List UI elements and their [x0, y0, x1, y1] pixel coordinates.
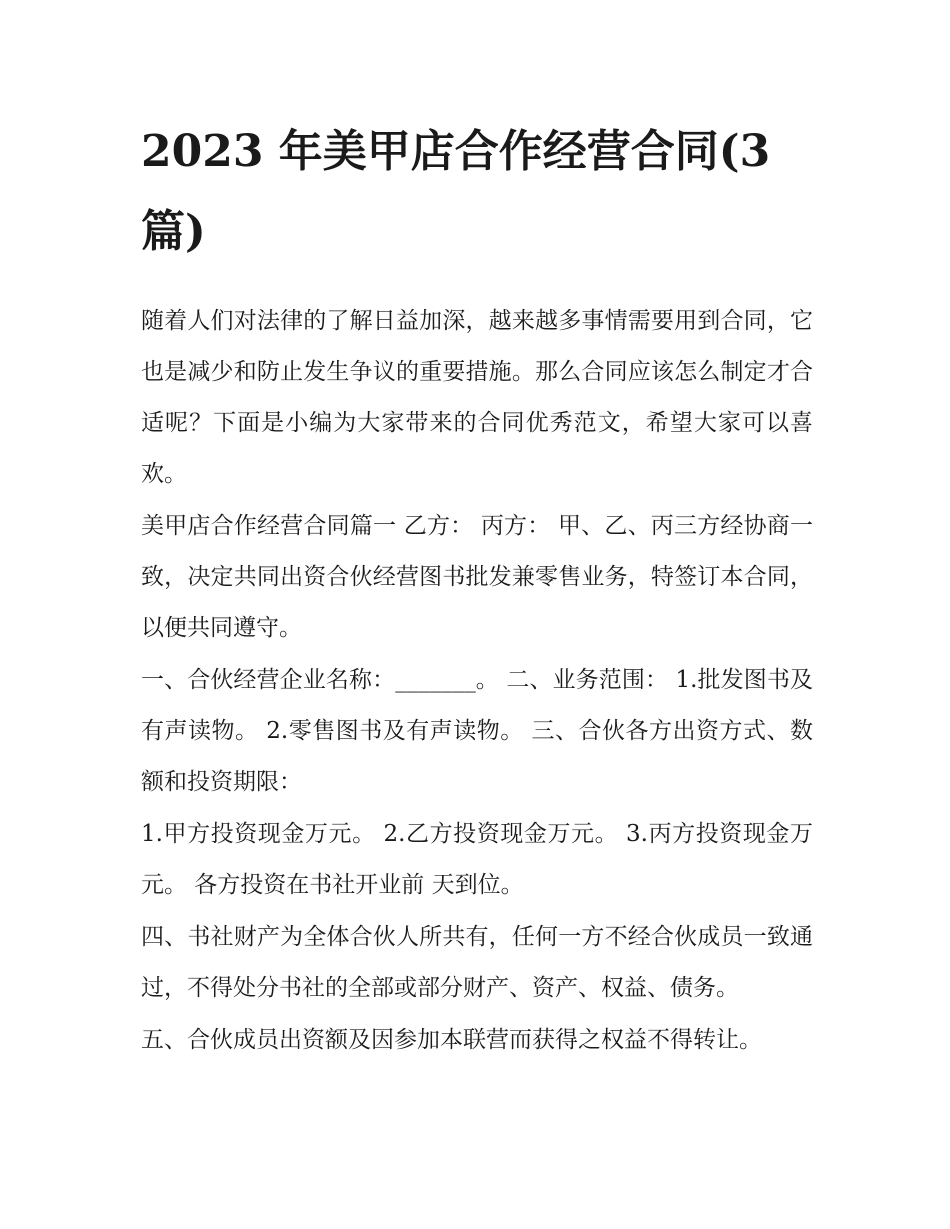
paragraph-investments: 1.甲方投资现金万元。 2.乙方投资现金万元。 3.丙方投资现金万元。 各方投资在书社开业前 天到位。 [141, 821, 813, 898]
paragraph-articles-1-3: 一、合伙经营企业名称：_______。 二、业务范围： 1.批发图书及有声读物。 2.零售图书及有声读物。 三、合伙各方出资方式、数额和投资期限： [141, 667, 813, 795]
paragraph-article-4: 四、书社财产为全体合伙人所共有，任何一方不经合伙成员一致通过，不得处分书社的全部或部分财产、资产、权益、债务。 [141, 924, 813, 1001]
paragraph-intro: 随着人们对法律的了解日益加深，越来越多事情需要用到合同，它也是减少和防止发生争议的重要措施。那么合同应该怎么制定才合适呢？下面是小编为大家带来的合同优秀范文，希望大家可以喜欢。 [141, 308, 813, 487]
paragraph-contract-parties: 美甲店合作经营合同篇一 乙方： 丙方： 甲、乙、丙三方经协商一致，决定共同出资合伙经营图书批发兼零售业务，特签订本合同，以便共同遵守。 [141, 513, 813, 641]
document-title: 2023 年美甲店合作经营合同(3 篇) [141, 126, 771, 257]
paragraph-article-5: 五、合伙成员出资额及因参加本联营而获得之权益不得转让。 [141, 1027, 762, 1053]
document-body [141, 112, 813, 1067]
